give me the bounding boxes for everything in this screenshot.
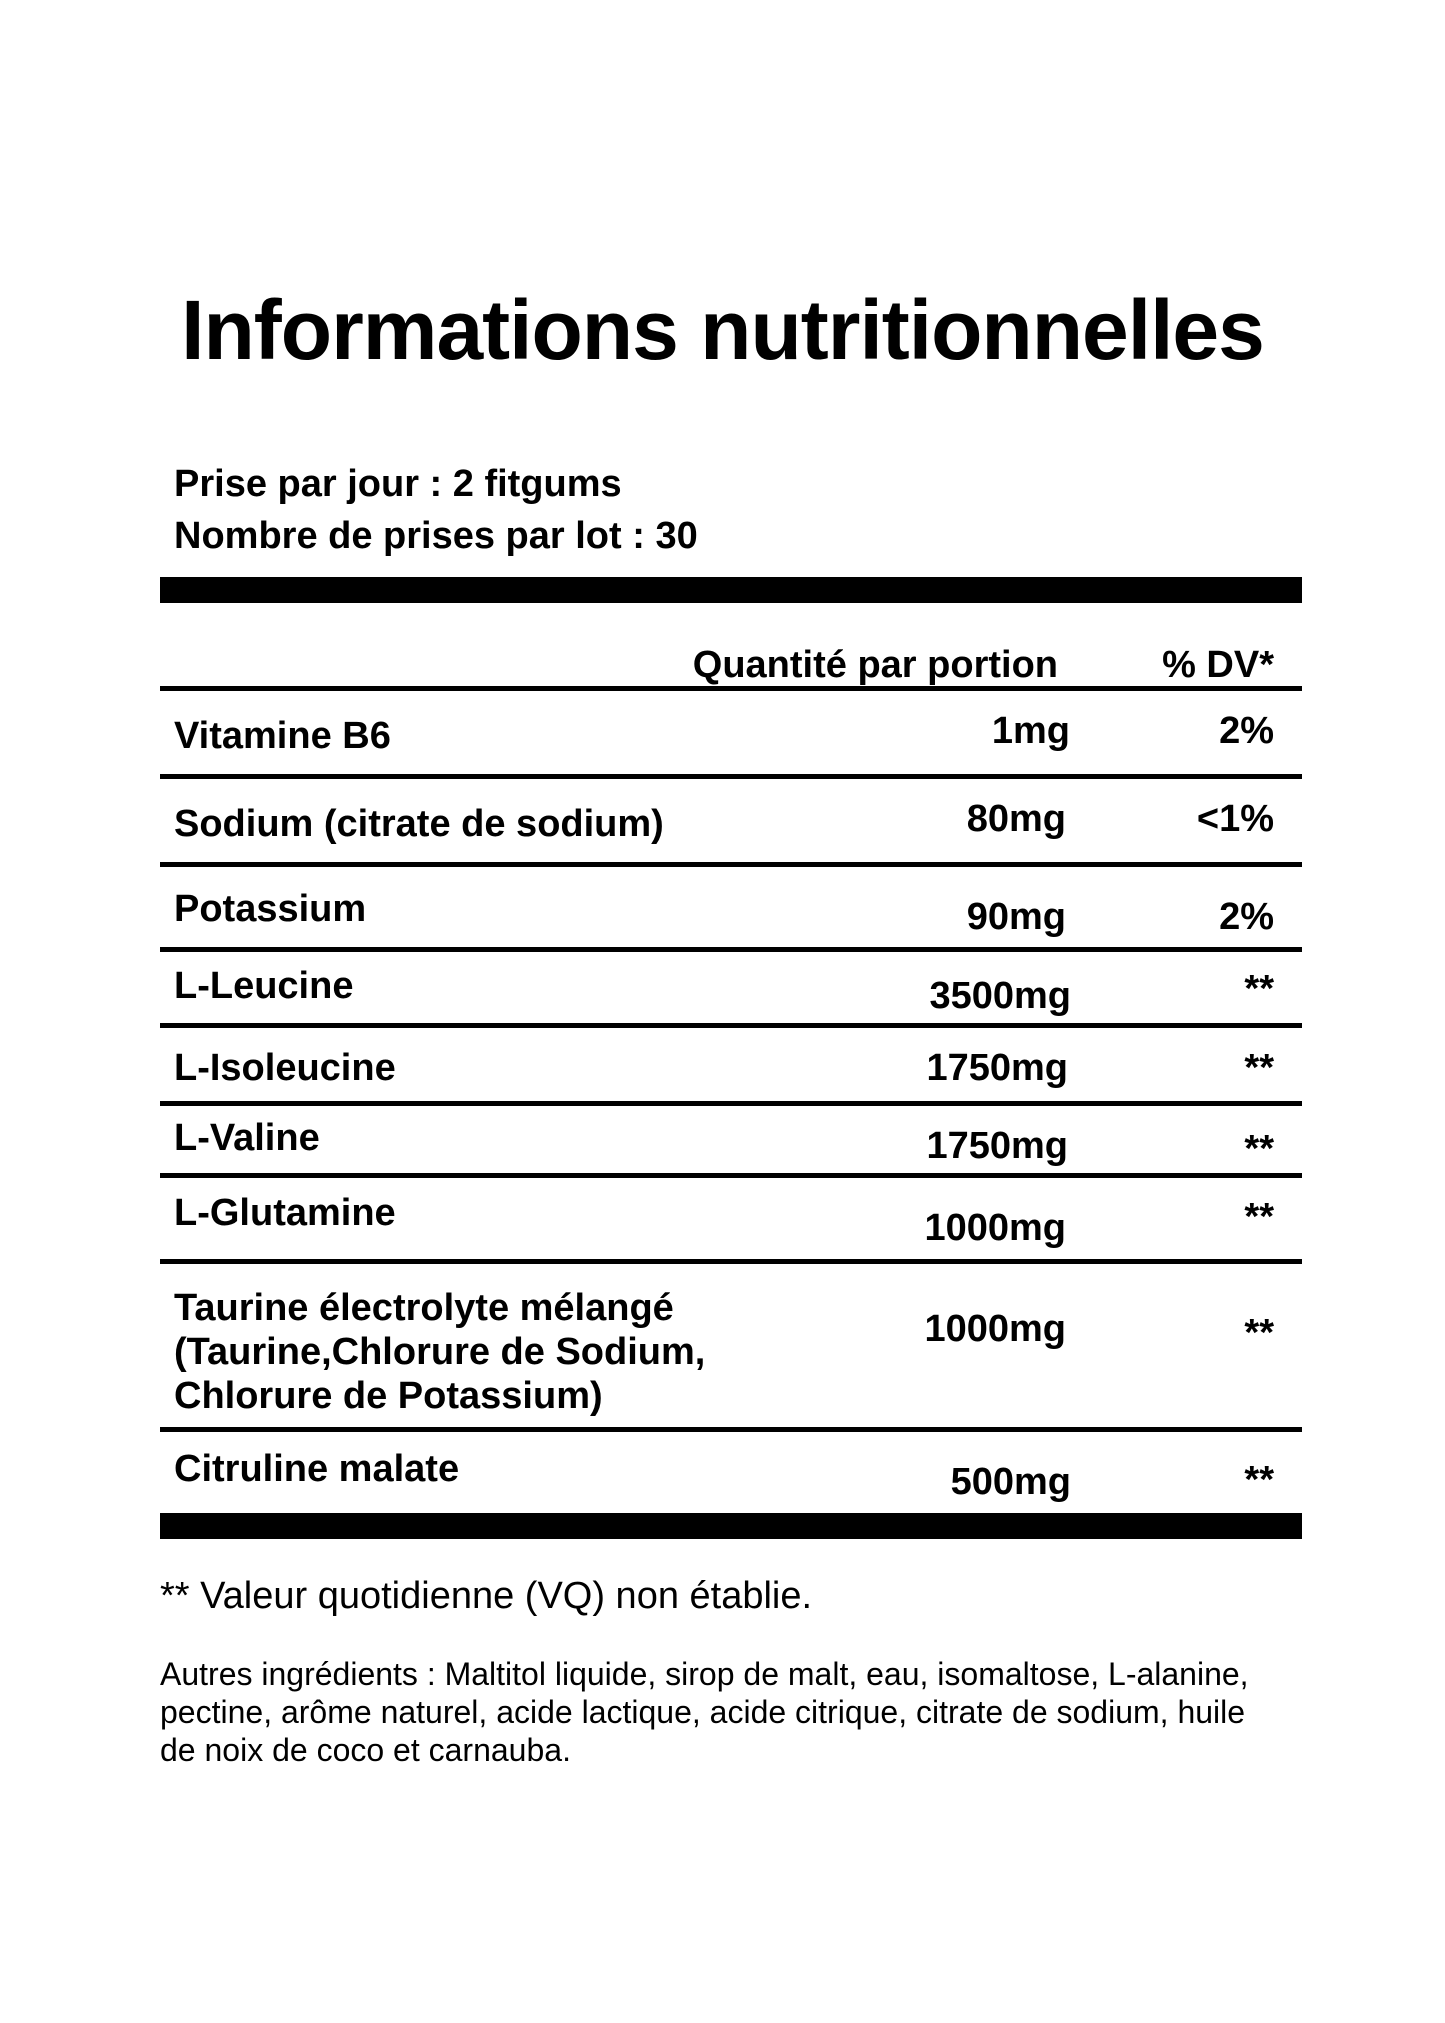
nutrient-dv: 2% — [1219, 710, 1274, 752]
nutrient-name: L-Glutamine — [174, 1192, 396, 1234]
nutrient-dv: ** — [1244, 1047, 1274, 1089]
table-row — [160, 779, 1302, 862]
table-row — [160, 952, 1302, 1023]
nutrient-name: Sodium (citrate de sodium) — [174, 803, 664, 845]
nutrient-name: Citruline malate — [174, 1448, 460, 1490]
nutrient-amount: 80mg — [966, 798, 1066, 840]
bottom-thick-divider — [160, 1513, 1302, 1539]
table-row — [160, 1028, 1302, 1101]
nutrient-name: L-Isoleucine — [174, 1047, 396, 1089]
nutrient-name: L-Leucine — [174, 965, 354, 1007]
dv-footnote: ** Valeur quotidienne (VQ) non établie. — [160, 1575, 813, 1617]
nutrient-amount: 1750mg — [926, 1047, 1068, 1089]
table-row — [160, 1264, 1302, 1427]
nutrient-name: Vitamine B6 — [174, 715, 391, 757]
servings-per-lot: Nombre de prises par lot : 30 — [174, 515, 698, 557]
top-thick-divider — [160, 577, 1302, 603]
other-ingredients: Autres ingrédients : Maltitol liquide, sirop de malt, eau, isomaltose, L-alanine, pectine, arôme naturel, acide lactique, acide citrique, citrate de sodium, huile de noix de coco et carnauba. — [160, 1656, 1249, 1768]
table-row — [160, 1178, 1302, 1259]
nutrient-amount: 90mg — [966, 896, 1066, 938]
nutrient-dv: ** — [1244, 968, 1274, 1010]
table-row — [160, 691, 1302, 774]
nutrient-name: Potassium — [174, 888, 367, 930]
nutrient-dv: ** — [1244, 1312, 1274, 1354]
nutrient-dv: <1% — [1196, 798, 1274, 840]
table-header — [160, 603, 1302, 686]
table-row — [160, 1106, 1302, 1173]
nutrient-name: L-Valine — [174, 1117, 320, 1159]
nutrient-name: Taurine électrolyte mélangé (Taurine,Chlorure de Sodium, Chlorure de Potassium) — [174, 1287, 706, 1417]
nutrition-table — [160, 577, 1302, 1539]
nutrient-amount: 500mg — [950, 1461, 1071, 1503]
serving-per-day: Prise par jour : 2 fitgums — [174, 463, 622, 505]
nutrient-amount: 1000mg — [924, 1308, 1066, 1350]
table-row — [160, 1432, 1302, 1513]
nutrient-amount: 1mg — [991, 710, 1070, 752]
nutrient-dv: ** — [1244, 1128, 1274, 1170]
nutrient-amount: 3500mg — [929, 975, 1071, 1017]
nutrient-amount: 1000mg — [924, 1207, 1066, 1249]
page-title: Informations nutritionnelles — [181, 283, 1264, 377]
header-dv: % DV* — [1162, 644, 1274, 686]
nutrient-dv: ** — [1244, 1459, 1274, 1501]
nutrient-dv: ** — [1244, 1196, 1274, 1238]
nutrient-dv: 2% — [1219, 896, 1274, 938]
nutrient-amount: 1750mg — [926, 1125, 1068, 1167]
table-row — [160, 867, 1302, 947]
header-amount: Quantité par portion — [692, 644, 1058, 686]
